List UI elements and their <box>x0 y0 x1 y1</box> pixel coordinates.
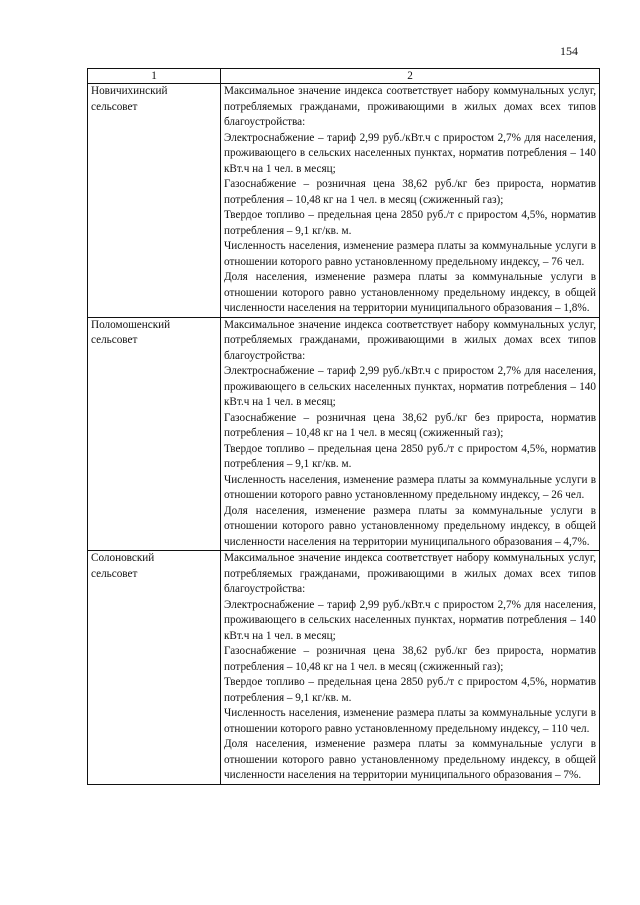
electricity-info: Электроснабжение – тариф 2,99 руб./кВт.ч с приростом 2,7% для населения, проживающего в сельских населенных пунктах, норматив потребления – 140 кВт.ч на 1 чел. в месяц; <box>224 598 596 642</box>
municipality-type: сельсовет <box>91 100 138 113</box>
gas-info: Газоснабжение – розничная цена 38,62 руб./кг без прироста, норматив потребления – 10,48 кг на 1 чел. в месяц (сжиженный газ); <box>224 178 596 206</box>
municipality-name: Поломошенский <box>91 318 171 331</box>
population-count: Численность населения, изменение размера платы за коммунальные услуги в отношении которого равно установленному предельному индексу, – 76 чел. <box>224 240 596 268</box>
electricity-info: Электроснабжение – тариф 2,99 руб./кВт.ч с приростом 2,7% для населения, проживающего в сельских населенных пунктах, норматив потребления – 140 кВт.ч на 1 чел. в месяц; <box>224 365 596 408</box>
column-header-2: 2 <box>221 69 600 84</box>
table-row <box>88 551 600 785</box>
solid-fuel-info: Твердое топливо – предельная цена 2850 руб./т с приростом 4,5%, норматив потребления – 9,1 кг/кв. м. <box>224 209 596 237</box>
municipality-name-cell <box>88 317 221 551</box>
gas-info: Газоснабжение – розничная цена 38,62 руб./кг без прироста, норматив потребления – 10,48 кг на 1 чел. в месяц (сжиженный газ); <box>224 411 596 439</box>
index-description: Максимальное значение индекса соответствует набору коммунальных услуг, потребляемых гражданами, проживающими в жилых домах всех типов благоустройства: <box>224 318 596 362</box>
table-header-row <box>88 69 600 84</box>
description-cell <box>221 317 600 551</box>
table-row <box>88 84 600 318</box>
electricity-info: Электроснабжение – тариф 2,99 руб./кВт.ч с приростом 2,7% для населения, проживающего в сельских населенных пунктах, норматив потребления – 140 кВт.ч на 1 чел. в месяц; <box>224 131 596 175</box>
index-description: Максимальное значение индекса соответствует набору коммунальных услуг, потребляемых гражданами, проживающими в жилых домах всех типов благоустройства: <box>224 552 596 595</box>
data-table <box>87 68 600 785</box>
description-cell <box>221 551 600 785</box>
solid-fuel-info: Твердое топливо – предельная цена 2850 руб./т с приростом 4,5%, норматив потребления – 9,1 кг/кв. м. <box>224 676 596 704</box>
page-number: 154 <box>560 44 578 58</box>
municipality-name-cell <box>88 551 221 785</box>
population-share: Доля населения, изменение размера платы за коммунальные услуги в отношении которого равно установленному предельному индексу, в общей численности населения на территории муниципального образования – 4,7%. <box>224 504 596 548</box>
population-share: Доля населения, изменение размера платы за коммунальные услуги в отношении которого равно установленному предельному индексу, в общей численности населения на территории муниципального образования – 7%. <box>224 738 596 781</box>
municipality-name: Новичихинский <box>91 85 168 97</box>
description-cell <box>221 84 600 318</box>
municipality-name: Солоновский <box>91 552 155 564</box>
population-count: Численность населения, изменение размера платы за коммунальные услуги в отношении которого равно установленному предельному индексу, – 110 чел. <box>224 707 596 735</box>
table-row <box>88 317 600 551</box>
municipality-name-cell <box>88 84 221 318</box>
municipality-type: сельсовет <box>91 334 138 346</box>
municipality-type: сельсовет <box>91 567 138 580</box>
column-header-1: 1 <box>88 69 221 84</box>
population-count: Численность населения, изменение размера платы за коммунальные услуги в отношении которого равно установленному предельному индексу, – 26 чел. <box>224 473 596 501</box>
solid-fuel-info: Твердое топливо – предельная цена 2850 руб./т с приростом 4,5%, норматив потребления – 9,1 кг/кв. м. <box>224 442 596 470</box>
gas-info: Газоснабжение – розничная цена 38,62 руб./кг без прироста, норматив потребления – 10,48 кг на 1 чел. в месяц (сжиженный газ); <box>224 645 596 673</box>
population-share: Доля населения, изменение размера платы за коммунальные услуги в отношении которого равно установленному предельному индексу, в общей численности населения на территории муниципального образования – 1,8%. <box>224 271 596 314</box>
index-description: Максимальное значение индекса соответствует набору коммунальных услуг, потребляемых гражданами, проживающими в жилых домах всех типов благоустройства: <box>224 85 596 128</box>
